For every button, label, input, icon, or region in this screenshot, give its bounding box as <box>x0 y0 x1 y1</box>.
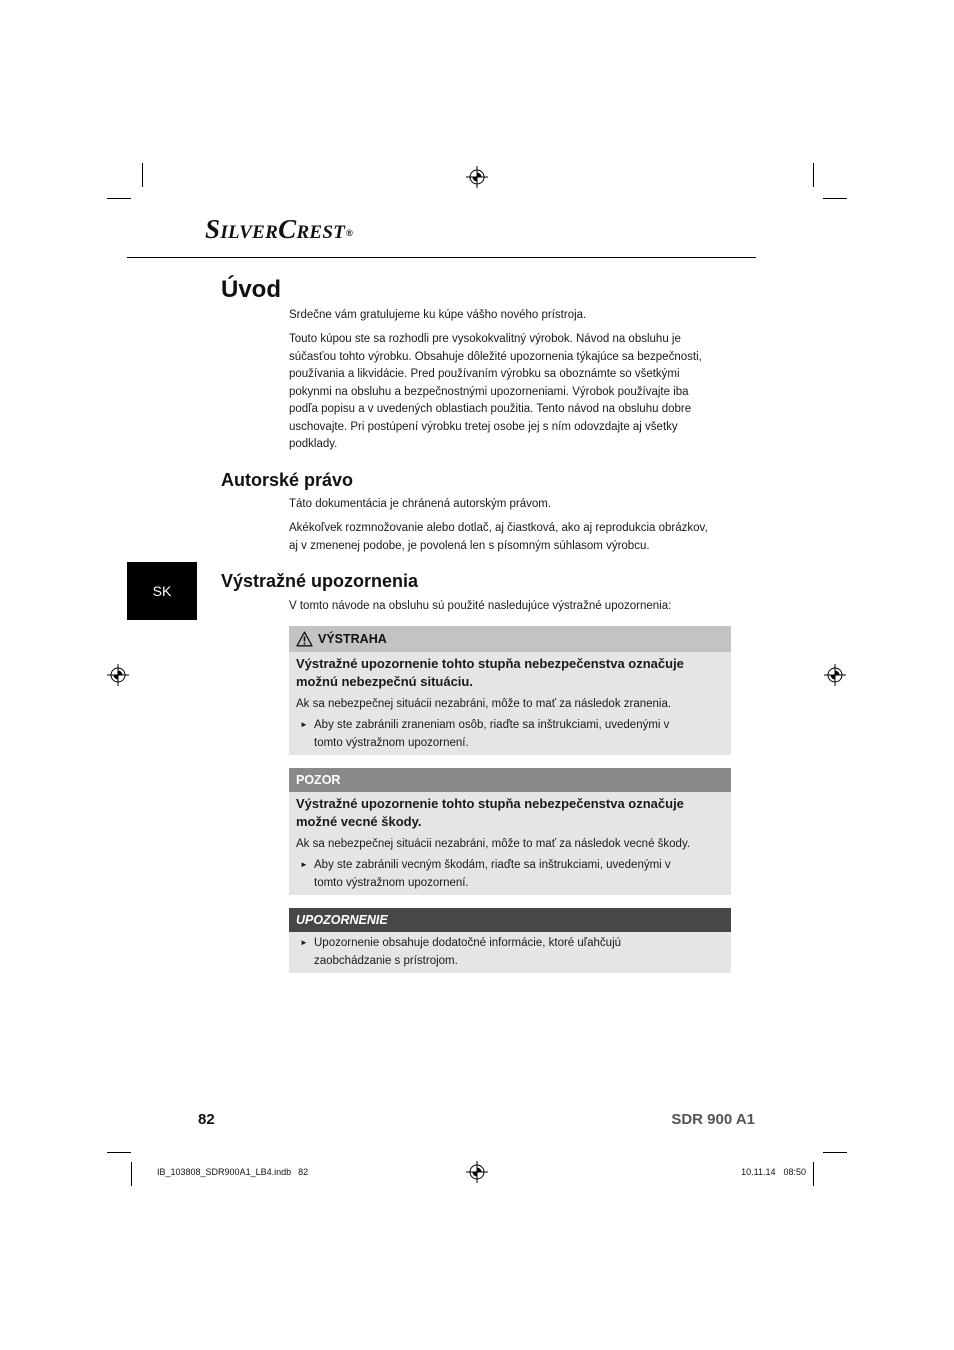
copyright-reproduction-paragraph <box>289 520 708 555</box>
paragraph-line: Táto dokumentácia je chránená autorským právom. <box>289 498 552 510</box>
section-title-intro: Úvod <box>221 276 281 303</box>
paragraph-line: podľa popisu a v uvedených oblastiach použitia. Tento návod na obsluhu dobre <box>289 403 692 415</box>
crop-mark-top-right-vertical <box>813 163 814 187</box>
slug-date: 10.11.14 <box>741 1167 776 1177</box>
bullet-arrow-icon: ► <box>300 860 308 869</box>
brand-logo-text: SilverCrest <box>205 214 346 244</box>
paragraph-line: aj v zmenenej podobe, je povolená len s písomným súhlasom výrobcu. <box>289 539 650 552</box>
registration-mark-icon <box>107 664 129 686</box>
brand-logo <box>205 213 353 245</box>
registration-mark-icon <box>466 166 488 188</box>
language-tab <box>127 562 197 620</box>
crop-mark-top-right-horizontal <box>823 198 847 199</box>
warning-box-label: VÝSTRAHA <box>318 632 387 646</box>
slug-page-number: 82 <box>298 1167 309 1177</box>
hazard-description-line: možné vecné škody. <box>296 814 422 829</box>
paragraph-line: uschovajte. Pri postúpení výrobku tretej osobe jej s ním odovzdajte aj všetky <box>289 420 678 433</box>
paragraph-line: V tomto návode na obsluhu sú použité nasledujúce výstražné upozornenia: <box>289 600 672 612</box>
paragraph-line: pokynmi na obsluhu a bezpečnostnými upozorneniami. Výrobok používajte iba <box>289 385 689 398</box>
instruction-line: Aby ste zabránili vecným škodám, riaďte sa inštrukciami, uvedenými v <box>314 859 671 871</box>
caution-box-label: POZOR <box>296 773 341 787</box>
instruction-item <box>296 856 724 892</box>
registration-mark-icon <box>824 664 846 686</box>
consequence-text: Ak sa nebezpečnej situácii nezabráni, môže to mať za následok vecné škody. <box>296 838 691 850</box>
paragraph-line: používania a likvidácie. Pred používaním výrobku sa oboznámte so všetkými <box>289 368 680 380</box>
language-tab-label: SK <box>152 583 172 599</box>
note-box-body <box>289 932 731 973</box>
paragraph-line: Touto kúpou ste sa rozhodli pre vysokokvalitný výrobok. Návod na obsluhu je <box>289 333 681 345</box>
hazard-description-line: možnú nebezpečnú situáciu. <box>296 674 473 689</box>
warning-triangle-icon <box>296 631 313 647</box>
instruction-item <box>296 716 724 752</box>
caution-box-body <box>289 792 731 895</box>
registered-mark: ® <box>346 228 354 238</box>
model-name: SDR 900 A1 <box>671 1111 755 1128</box>
instruction-line: tomto výstražnom upozornení. <box>314 877 469 889</box>
crop-mark-top-left-horizontal <box>107 198 131 199</box>
intro-greeting <box>289 307 586 325</box>
slug-time: 08:50 <box>783 1167 806 1177</box>
caution-box <box>289 768 731 895</box>
crop-mark-bottom-left-vertical <box>131 1162 132 1186</box>
note-box-label: UPOZORNENIE <box>296 913 388 927</box>
section-title-warnings: Výstražné upozornenia <box>221 571 419 591</box>
bullet-arrow-icon: ► <box>300 938 308 947</box>
warning-box-header <box>289 626 731 652</box>
warnings-intro <box>289 598 671 616</box>
note-box <box>289 908 731 973</box>
section-title-copyright: Autorské právo <box>221 470 354 490</box>
copyright-notice <box>289 496 551 514</box>
slug-file-name: IB_103808_SDR900A1_LB4.indb <box>157 1167 292 1177</box>
hazard-description-line: Výstražné upozornenie tohto stupňa nebezpečenstva označuje <box>296 656 684 671</box>
page-number: 82 <box>198 1111 215 1128</box>
instruction-line: tomto výstražnom upozornení. <box>314 737 469 749</box>
print-slug-file <box>157 1166 308 1178</box>
paragraph-line: Srdečne vám gratulujeme ku kúpe vášho nového prístroja. <box>289 309 587 321</box>
warning-box <box>289 626 731 755</box>
paragraph-line: Akékoľvek rozmnožovanie alebo dotlač, aj čiastková, ako aj reprodukcia obrázkov, <box>289 522 708 534</box>
registration-mark-icon <box>466 1161 488 1183</box>
instruction-line: zaobchádzanie s prístrojom. <box>314 955 458 967</box>
caution-box-header <box>289 768 731 792</box>
crop-mark-bottom-right-horizontal <box>823 1152 847 1153</box>
instruction-item <box>296 934 724 970</box>
paragraph-line: podklady. <box>289 438 338 450</box>
paragraph-line: súčasťou tohto výrobku. Obsahuje dôležité upozornenia týkajúce sa bezpečnosti, <box>289 350 702 363</box>
hazard-description-line: Výstražné upozornenie tohto stupňa nebezpečenstva označuje <box>296 796 684 811</box>
bullet-arrow-icon: ► <box>300 720 308 729</box>
instruction-line: Aby ste zabránili zraneniam osôb, riaďte sa inštrukciami, uvedenými v <box>314 719 670 731</box>
crop-mark-top-left-vertical <box>142 163 143 187</box>
warning-box-body <box>289 652 731 755</box>
crop-mark-bottom-right-vertical <box>813 1162 814 1186</box>
print-slug-timestamp <box>741 1166 806 1178</box>
consequence-text: Ak sa nebezpečnej situácii nezabráni, môže to mať za následok zranenia. <box>296 698 672 710</box>
intro-paragraph <box>289 331 702 454</box>
crop-mark-bottom-left-horizontal <box>107 1152 131 1153</box>
note-box-header <box>289 908 731 932</box>
header-rule <box>127 257 756 258</box>
instruction-line: Upozornenie obsahuje dodatočné informácie, ktoré uľahčujú <box>314 937 622 949</box>
